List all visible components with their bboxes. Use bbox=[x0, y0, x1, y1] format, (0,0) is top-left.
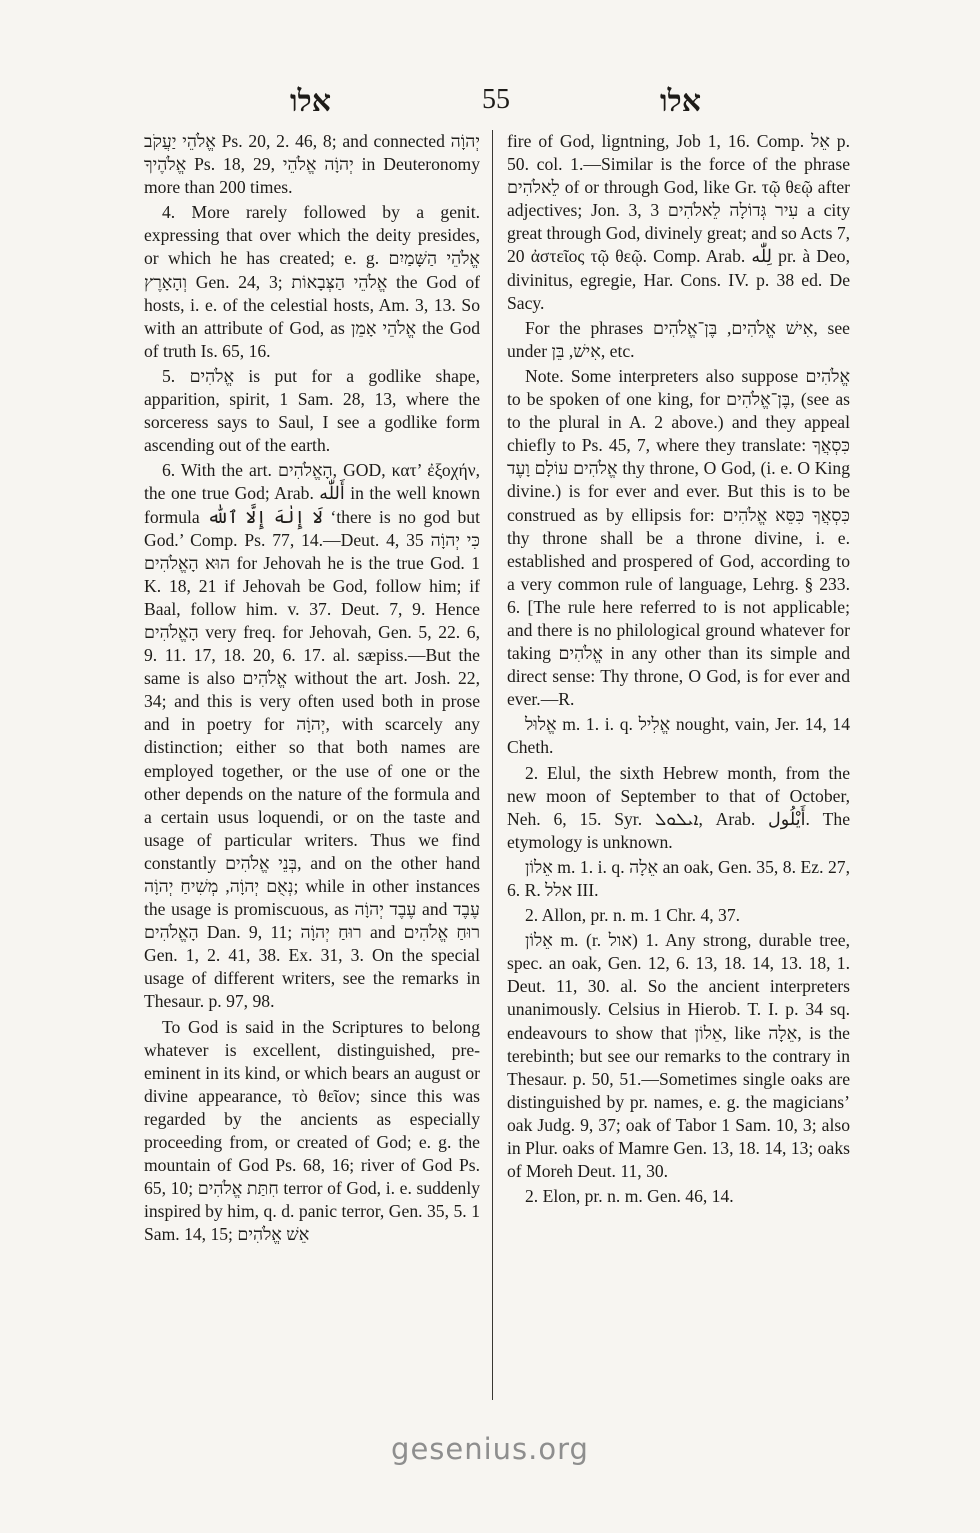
entry-paragraph: fire of God, ligntning, Job 1, 16. Comp. אֵל p. 50. col. 1.—Similar is the force of the phrase לֵאלֹהִים of or through God, like Gr. τῷ θεῷ after adjectives; Jon. 3, 3 עִיר גְּדוֹלָה לֵאלֹהִים a city great through God, divinely great; and so Acts 7, 20 ἀστεῖος τῷ θεῷ. Comp. Arab. لِلّٰه pr. à Deo, divinitus, egregie, Har. Cons. IV. p. 38 ed. De Sacy. bbox=[507, 131, 851, 313]
left-column bbox=[144, 130, 480, 1247]
entry-paragraph: אֱלוּל m. 1. i. q. אֱלִיל nought, vain, Jer. 14, 14 Cheth. bbox=[507, 714, 850, 758]
entry-paragraph: 5. אֱלֹהִים is put for a godlike shape, apparition, spirit, 1 Sam. 28, 13, where the sorceress says to Saul, I see a godlike form ascending out of the earth. bbox=[144, 365, 480, 456]
entry-paragraph: 2. Allon, pr. n. m. 1 Chr. 4, 37. bbox=[525, 905, 741, 926]
entry-paragraph: אֵלוֹן m. (r. אול) 1. Any strong, durable tree, spec. an oak, Gen. 12, 6. 13, 18. 14, 13. 18, 1. Deut. 11, 30. al. So the ancient interpreters unanimously. Celsius in Hierob. T. I. p. 34 sq. endeavours to show that אֵלוֹן, like אֵלָה, is the terebinth; but see our remarks to the contrary in Thesaur. p. 50, 51.—Sometimes single oaks are distinguished by pr. names, e. g. the magicians’ oak Judg. 9, 37; oak of Tabor 1 Sam. 10, 3; also in Plur. oaks of Mamre Gen. 13, 18. 14, 13; oaks of Moreh Deut. 11, 30. bbox=[507, 930, 850, 1182]
entry-paragraph: 2. Elul, the sixth Hebrew month, from the new moon of September to that of October, Neh. 6, 15. Syr. ܐܝܠܘܠ, Arab. أَيْلُول. The etymology is unknown. bbox=[507, 762, 851, 852]
entry-paragraph: אֱלֹהֵי יַעֲקֹב Ps. 20, 2. 46, 8; and connected יְהוָֹה אֱלֹהֶיךָ Ps. 18, 29, יְהוָֹה אֱלֹהֵי in Deuteronomy more than 200 times. bbox=[144, 131, 481, 198]
note-paragraph: Note. Some interpreters also suppose אֱלֹהִים to be spoken of one king, for בֶּן־אֱלֹהִים, (see as to the plural in A. 2 above.) and they appeal chiefly to Ps. 45, 7, where they translate: כִּסְאֲךָ אֱלֹהִים עוֹלָם וָעֶד thy throne, O God, (i. e. O King divine.) is for ever and ever. But this is to be construed as by ellipsis for: כִּסְאֲךָ כִּסֵּא אֱלֹהִים thy throne shall be a throne divine, i. e. established and prospered of God, according to a very common rule of language, Lehrg. § 233. 6. [The rule here referred to is not applicable; and there is no philological ground whatever for taking אֱלֹהִים in any other than its simple and direct sense: Thy throne, O God, is for ever and ever.—R. bbox=[507, 365, 850, 710]
entry-paragraph: אֵלוֹן m. 1. i. q. אֵלָה an oak, Gen. 35, 8. Ez. 27, 6. R. אלל III. bbox=[507, 856, 850, 900]
header-headword-left: אלו bbox=[290, 84, 331, 119]
entry-paragraph: 6. With the art. הָאֱלֹהִים, GOD, κατ’ ἐξοχήν, the one true God; Arab. أَللّٰه in the well known formula لَا إِلٰهَ إِلَّا ٱللّٰه ‘there is no god but God.’ Comp. Ps. 77, 14.—Deut. 4, 35 כִּי יְהוָֹה הוּא הָאֱלֹהִים for Jehovah he is the true God. 1 K. 18, 21 if Jehovah be God, follow him; if Baal, follow him. v. 37. Deut. 7, 9. Hence הָאֱלֹהִים very freq. for Jehovah, Gen. 5, 22. 6, 9. 11. 17, 18. 20, 6. 17. al. sæpiss.—But the same is also אֱלֹהִים without the art. Josh. 22, 34; and this is very often used both in prose and in poetry for יְהוָֹה, with scarcely any distinction; either so that both names are employed together, or the use of one or the other depends on the nature of the formula and a certain usus loquendi, or on the taste and usage of particular writers. Thus we find constantly בְּנֵי אֱלֹהִים, and on the other hand נְאֻם יְהוָֹה, מְשִׁיחַ יְהוָֹה; while in other instances the usage is promiscuous, as עֶבֶד יְהוָֹה and עֶבֶד הָאֱלֹהִים Dan. 9, 11; רוּחַ יְהוָֹה and רוּחַ אֱלֹהִים Gen. 1, 2. 41, 38. Ex. 31, 3. On the special usage of different writers, see the remarks in Thesaur. p. 97, 98. bbox=[144, 460, 481, 1012]
entry-paragraph: 4. More rarely followed by a genit. expressing that over which the deity presides, or which he has created; e. g. אֱלֹהֵי הַשָּׁמַיִם וְהָאָרֶץ Gen. 24, 3; אֱלֹהֵי הַצְּבָאוֹת the God of hosts, i. e. of the celestial hosts, Am. 3, 13. So with an attribute of God, as אֱלֹהֵי אָמֵן the God of truth Is. 65, 16. bbox=[144, 202, 481, 361]
running-header bbox=[0, 84, 980, 124]
entry-paragraph: 2. Elon, pr. n. m. Gen. 46, 14. bbox=[525, 1186, 734, 1207]
entry-paragraph: To God is said in the Scriptures to belong whatever is excellent, distinguished, pre-eminent in its kind, or which bears an august or divine appearance, τὸ θεῖον; since this was regarded by the ancients as especially proceeding from, or created of God; e. g. the mountain of God Ps. 68, 16; river of God Ps. 65, 10; חִתַּת אֱלֹהִים terror of God, i. e. suddenly inspired by him, q. d. panic terror, Gen. 35, 5. 1 Sam. 14, 15; אֵשׁ אֱלֹהִים bbox=[144, 1016, 480, 1245]
header-headword-right: אלו bbox=[660, 84, 701, 119]
page-number: 55 bbox=[482, 84, 510, 115]
column-divider bbox=[492, 130, 493, 1400]
entry-paragraph: For the phrases אִישׁ אֱלֹהִים, בֶּן־אֱלֹהִים, see under אִישׁ, בֵּן, etc. bbox=[507, 317, 850, 361]
right-column bbox=[507, 130, 850, 1208]
site-watermark: gesenius.org bbox=[391, 1432, 589, 1466]
